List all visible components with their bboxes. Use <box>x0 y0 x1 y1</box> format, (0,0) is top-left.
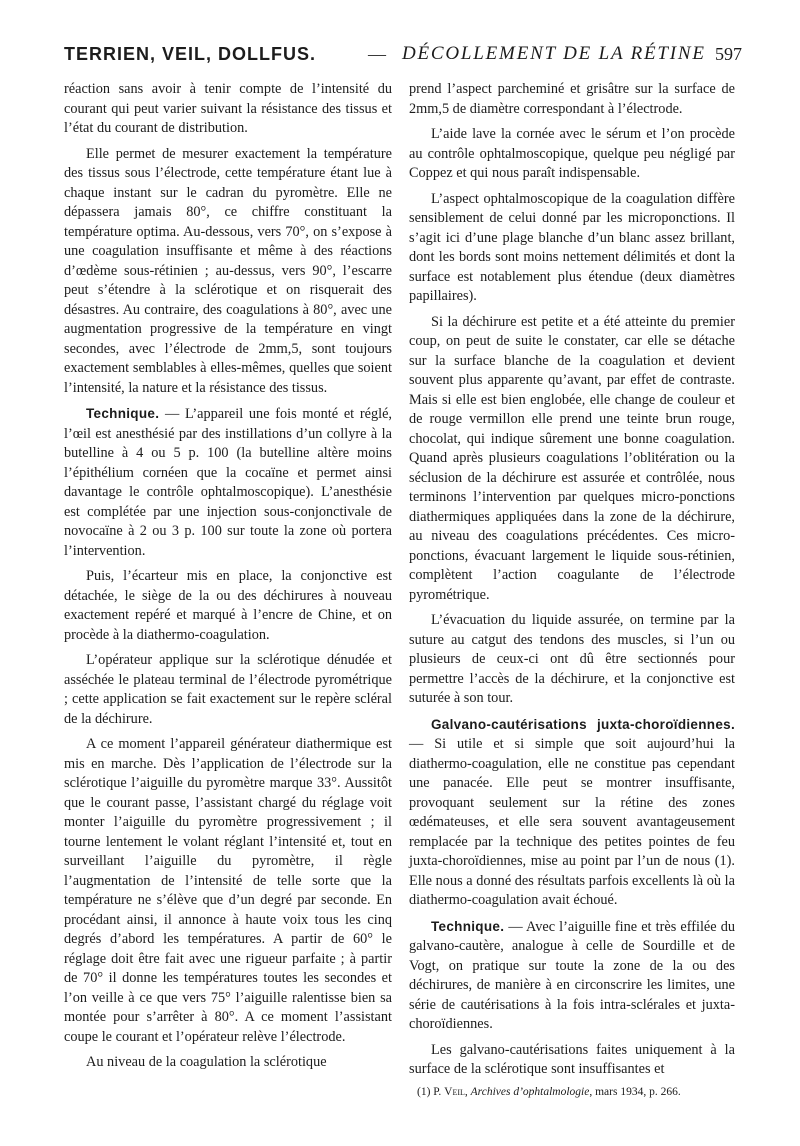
paragraph: prend l’aspect parcheminé et grisâtre sur la surface de 2mm,5 de diamètre correspondant à l’électrode. <box>409 81 735 117</box>
paragraph-technique <box>409 917 735 1035</box>
header-dash: — <box>368 44 386 64</box>
section-heading: Technique. <box>86 406 160 421</box>
paragraph: réaction sans avoir à tenir compte de l’intensité du courant qui peut varier suivant la résistance des tissus et l’état du courant de distribution. <box>64 81 392 136</box>
paragraph: Si la déchirure est petite et a été atteinte du premier coup, on peut de suite le constater, car elle se détache sur la surface blanche de la coagulation et devient souvent plus apparente qu’avant, par effet de contraste. Mais si elle est bien englobée, elle change de couleur et de rouge vermillon elle prend une teinte brun rouge, chocolat, qui indique sûrement une bonne coagulation. Quand après plusieurs coagulations l’oblitération ou la séclusion de la déchirure est assurée et contrôlée, nous terminons l’intervention par quelques micro-ponctions diathermiques appliquées dans la zone de la déchirure, au niveau des coagulations précédentes. Ces micro-ponctions, évacuant largement le liquide sous-rétinien, complètent l’action coagulante de l’électrode pyrométrique. <box>409 313 735 603</box>
paragraph: L’aspect ophtalmoscopique de la coagulation diffère sensiblement de celui donné par les microponctions. Il s’agit ici d’une plage blanche d’un blanc assez brillant, dont les bords sont moins nettement délimités et dont la surface est notablement plus étendue (deux diamètres papillaires). <box>409 190 735 304</box>
paragraph: L’aide lave la cornée avec le sérum et l’on procède au contrôle ophtalmoscopique, quelque peu négligé par Coppez et qui nous paraît indispensable. <box>409 126 735 181</box>
paragraph-text: — L’appareil une fois monté et réglé, l’œil est anesthésié par des instillations d’un collyre à la butelline à 4 ou 5 p. 100 (la butelline altère moins l’épithélium cornéen que la cocaïne et permet ainsi davantage le contrôle ophtalmoscopique). L’anesthésie est complétée par une injection sous-conjonctivale de novocaïne à 2 ou 3 p. 100 sur toute la zone où portera l’intervention. <box>64 406 392 559</box>
right-column <box>409 80 735 1086</box>
paragraph: Les galvano-cautérisations faites uniquement à la surface de la sclérotique sont insuffisantes et <box>409 1041 735 1077</box>
footnote-journal: Archives d’ophtalmologie <box>470 1086 590 1098</box>
left-column <box>64 80 392 1079</box>
paragraph-text: — Si utile et si simple que soit aujourd’hui la diathermo-coagulation, elle ne constitue pas cependant une panacée. Elle peut se montrer insuffisante, provoquant seulement sur la rétine des zones œdémateuses, et elle sera souvent avantageusement remplacée par la technique des petites pointes de feu juxta-choroïdiennes, mise au point par l’un de nous (1). Elle nous a donné des résultats parfois excellents là où la diathermo-coagulation avait échoué. <box>409 736 735 908</box>
header-title: DÉCOLLEMENT DE LA RÉTINE <box>402 43 706 64</box>
paragraph-technique <box>64 404 392 561</box>
running-header <box>64 40 744 74</box>
paragraph: L’évacuation du liquide assurée, on termine par la suture au catgut des tendons des muscles, si l’un ou plusieurs de ceux-ci ont dû être sectionnés pour permettre l’accès de la déchirure, et la conjonctive est suturée à son tour. <box>409 612 735 706</box>
footnote-author: Veil <box>444 1086 465 1098</box>
paragraph: Puis, l’écarteur mis en place, la conjonctive est détachée, le siège de la ou des déchirures à nouveau exactement repéré et marqué à l’encre de Chine, et on procède à la diathermo-coagulation. <box>64 568 392 643</box>
paragraph-text: — Avec l’aiguille fine et très effilée du galvano-cautère, analogue à celle de Sourdille et de Vogt, on pratique sur toute la zone de la ou des déchirures, de manière à en circonscrire les limites, une série de cautérisations à la fois intra-sclérales et juxta-choroïdiennes. <box>409 918 735 1032</box>
section-heading: Technique. <box>431 918 505 934</box>
footnote-marker: (1) P. <box>417 1086 445 1098</box>
footnote-rest: , mars 1934, p. 266. <box>589 1086 681 1098</box>
paragraph: Au niveau de la coagulation la sclérotique <box>86 1054 327 1070</box>
page-number: 597 <box>715 44 742 64</box>
section-heading: Galvano-cautérisations juxta-choroïdiennes. <box>431 716 735 732</box>
footnote <box>417 1086 737 1098</box>
paragraph-galvano <box>409 715 735 911</box>
paragraph: A ce moment l’appareil générateur diathermique est mis en marche. Dès l’application de l’électrode sur la sclérotique l’aiguille du pyromètre marque 33°. Aussitôt que le courant passe, l’assistant chargé du réglage voit monter l’aiguille du pyromètre progressivement ; il tourne lentement le volant réglant l’intensité et, tout en surveillant l’aiguille du pyromètre, il règle l’augmentation de l’intensité de telle sorte que la température ne s’élève que d’un degré par seconde. En procédant ainsi, il annonce à haute voix tous les cinq degrés d’abord les températures. A partir de 60° le réglage doit être fait avec une rigueur parfaite ; à partir de 70° il donne les températures toutes les secondes et l’on veille à ce que vers 75° l’aiguille ralentisse bien sa montée pour s’arrêter à 80°. A ce moment l’assistant coupe le courant et l’opérateur relève l’électrode. <box>64 736 392 1045</box>
paragraph: L’opérateur applique sur la sclérotique dénudée et asséchée le plateau terminal de l’électrode pyrométrique ; cette application se fait exactement sur le repère scléral de la déchirure. <box>64 652 392 727</box>
footnote-sep: , <box>464 1086 471 1098</box>
header-authors: TERRIEN, VEIL, DOLLFUS. <box>64 44 317 64</box>
paragraph: Elle permet de mesurer exactement la température des tissus sous l’électrode, cette température étant lue à chaque instant sur le cadran du pyromètre. Elle ne dépassera jamais 80°, ce chiffre constituant la température optima. Au-dessous, vers 70°, on s’expose à une coagulation insuffisante et même à des réactions d’œdème sous-rétinien ; au-dessus, vers 90°, l’escarre peut s’étendre à la sclérotique et on risquerait des désastres. Au contraire, des coagulations à 80°, avec une augmentation progressive de la température en vingt secondes, avec l’électrode de 2mm,5, sont toujours exactement semblables à elles-mêmes, quelles que soient l’intensité, la nature et la résistance des tissus. <box>64 145 392 396</box>
